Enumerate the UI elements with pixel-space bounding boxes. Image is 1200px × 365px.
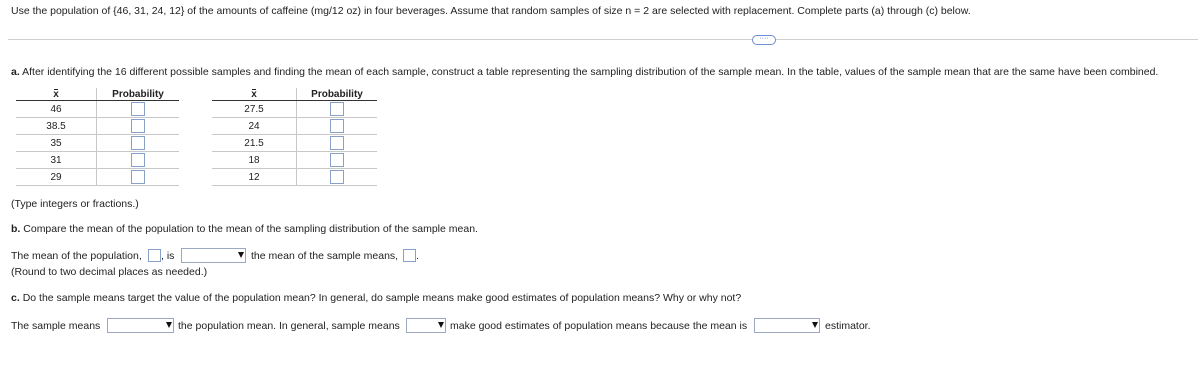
x-bar-value: 27.5 (212, 101, 297, 118)
table-row (212, 135, 377, 152)
table-row (212, 118, 377, 135)
x-bar-value: 46 (16, 101, 97, 118)
target-dropdown[interactable] (107, 318, 174, 333)
chevron-down-icon (238, 252, 244, 258)
table-row (212, 152, 377, 169)
probability-input[interactable] (131, 153, 145, 167)
probability-input[interactable] (330, 136, 344, 150)
estimator-dropdown[interactable] (754, 318, 820, 333)
table-row (16, 169, 179, 186)
probability-input[interactable] (131, 136, 145, 150)
probability-cell (97, 101, 180, 118)
x-bar-header: x (16, 88, 97, 101)
question-prompt: Use the population of {46, 31, 24, 12} of the amounts of caffeine (mg/12 oz) in four beverages. Assume that random samples of size n = 2 are selected with replacement. Complete parts (a) through (c) below. (11, 5, 971, 17)
estimate-dropdown[interactable] (406, 318, 446, 333)
probability-input[interactable] (330, 170, 344, 184)
part-c-sentence-reason: make good estimates of population means because the mean is (450, 320, 748, 332)
table-row (212, 101, 377, 118)
part-c-instructions: Do the sample means target the value of the population mean? In general, do sample means make good estimates of population means? Why or why not? (22, 292, 742, 304)
table-row (16, 135, 179, 152)
chevron-down-icon (812, 322, 818, 328)
probability-input[interactable] (330, 102, 344, 116)
x-bar-header: x (212, 88, 297, 101)
probability-cell (97, 169, 180, 186)
x-bar-value: 12 (212, 169, 297, 186)
more-button[interactable]: ···· (752, 35, 776, 45)
x-bar-value: 38.5 (16, 118, 97, 135)
mean-of-sample-means-input[interactable] (403, 249, 416, 262)
population-mean-is-text: , is (161, 250, 175, 262)
probability-input[interactable] (131, 119, 145, 133)
part-b-instructions: Compare the mean of the population to the mean of the sampling distribution of the sample mean. (23, 223, 478, 235)
probability-input[interactable] (330, 153, 344, 167)
part-a-hint: (Type integers or fractions.) (11, 198, 139, 210)
probability-header: Probability (297, 88, 378, 101)
probability-cell (297, 169, 378, 186)
x-bar-value: 18 (212, 152, 297, 169)
table-row (16, 152, 179, 169)
table-row (16, 118, 179, 135)
probability-input[interactable] (131, 170, 145, 184)
x-bar-value: 31 (16, 152, 97, 169)
part-c-label: c. (11, 292, 20, 304)
chevron-down-icon (438, 322, 444, 328)
table-row (16, 101, 179, 118)
part-c-sentence-start: The sample means (11, 320, 101, 332)
probability-cell (297, 118, 378, 135)
comparison-dropdown[interactable] (181, 248, 246, 263)
part-a-instructions: After identifying the 16 different possible samples and finding the mean of each sample, construct a table representing the sampling distribution of the sample mean. In the table, values of the sample mean that are the same have been combined. (22, 66, 1159, 78)
probability-input[interactable] (330, 119, 344, 133)
chevron-down-icon (166, 322, 172, 328)
probability-cell (97, 135, 180, 152)
probability-input[interactable] (131, 102, 145, 116)
part-c-text (11, 292, 741, 304)
sample-means-sentence: the mean of the sample means, (251, 250, 399, 262)
table-row (212, 169, 377, 186)
probability-cell (97, 152, 180, 169)
probability-cell (297, 152, 378, 169)
distribution-table-right (212, 88, 377, 186)
x-bar-value: 21.5 (212, 135, 297, 152)
probability-cell (97, 118, 180, 135)
part-b-text (11, 223, 478, 235)
part-a-label: a. (11, 66, 20, 78)
part-c-sentence-middle: the population mean. In general, sample means (178, 320, 400, 332)
part-b-label: b. (11, 223, 21, 235)
part-c-sentence-end: estimator. (825, 320, 871, 332)
probability-header: Probability (97, 88, 180, 101)
probability-cell (297, 135, 378, 152)
x-bar-value: 24 (212, 118, 297, 135)
distribution-table-left (16, 88, 179, 186)
population-mean-input[interactable] (148, 249, 161, 262)
part-b-hint: (Round to two decimal places as needed.) (11, 266, 208, 278)
population-mean-sentence: The mean of the population, (11, 250, 142, 262)
part-a-text (11, 66, 1158, 78)
divider (8, 39, 1198, 40)
x-bar-value: 35 (16, 135, 97, 152)
probability-cell (297, 101, 378, 118)
sentence-period: . (416, 250, 419, 262)
x-bar-value: 29 (16, 169, 97, 186)
